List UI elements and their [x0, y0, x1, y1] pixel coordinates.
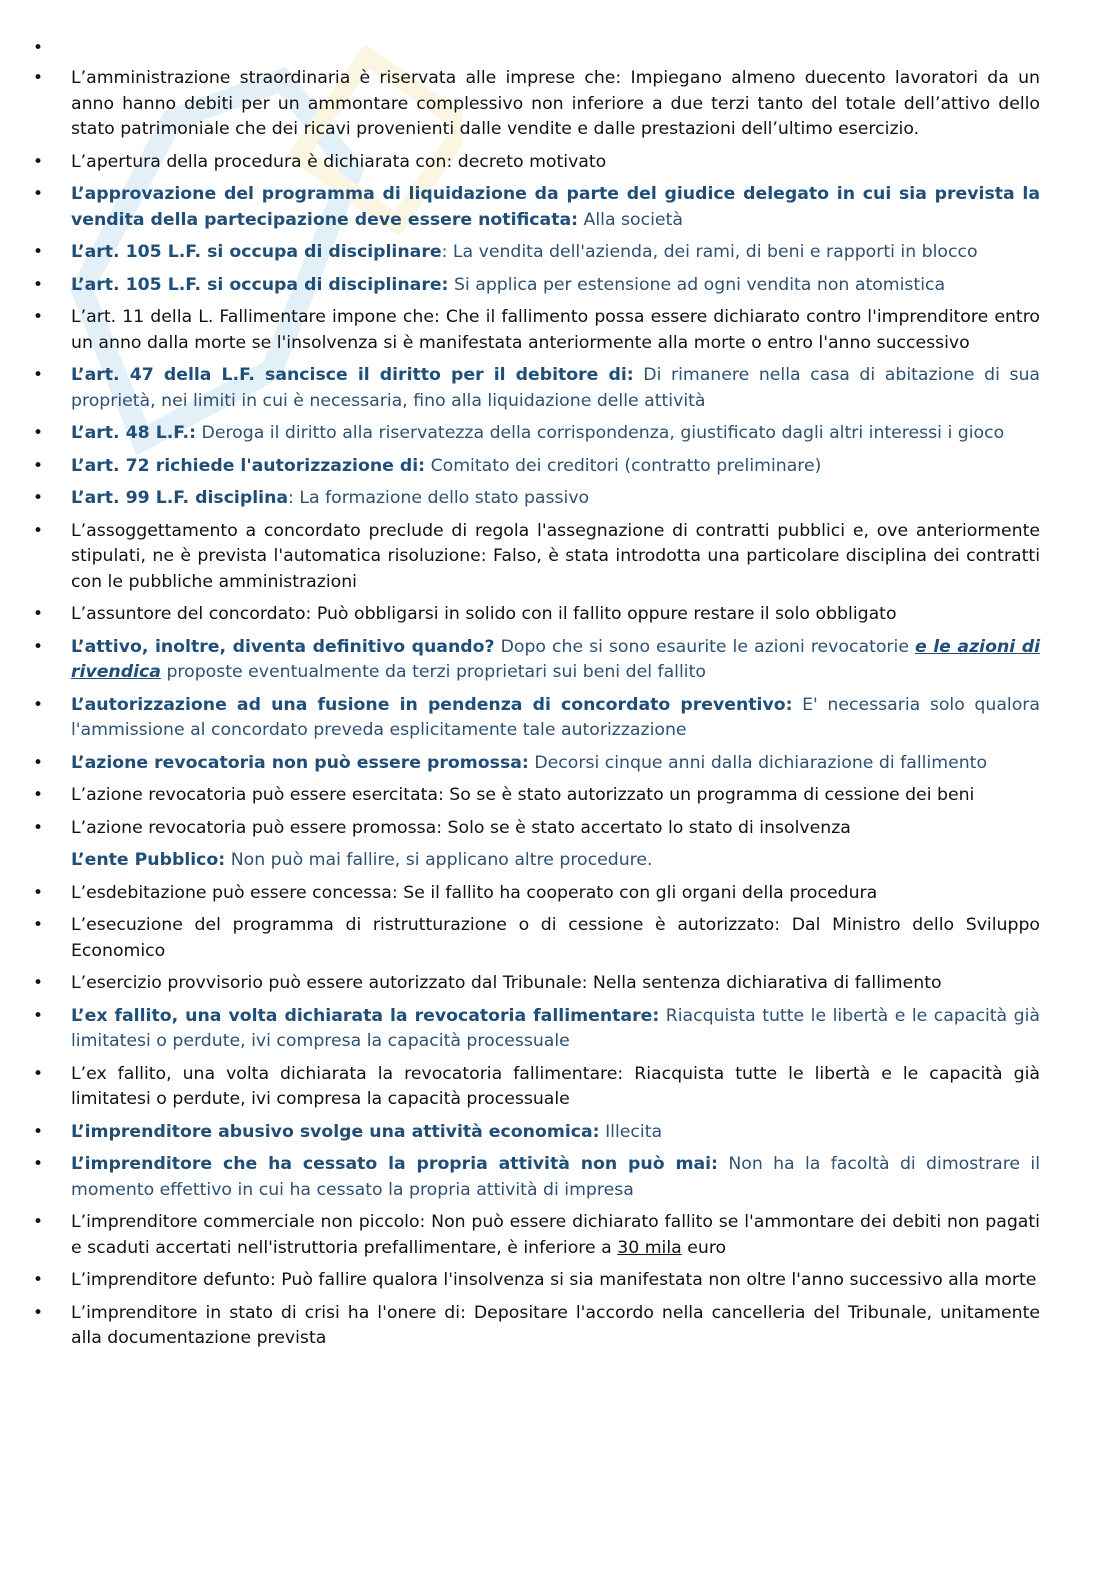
list-item: L’ente Pubblico: Non può mai fallire, si applicano altre procedure. — [71, 850, 653, 870]
list-item: • L’ex fallito, una volta dichiarata la revocatoria fallimentare: Riacquista tutte le libertà e le capacità già limitatesi o perdute, ivi compresa la capacità processuale — [0, 1004, 1116, 1055]
list-item: • L’art. 105 L.F. si occupa di disciplinare: La vendita dell'azienda, dei rami, di beni e rapporti in blocco — [0, 240, 1116, 266]
list-item: • L’azione revocatoria non può essere promossa: Decorsi cinque anni dalla dichiarazione di fallimento — [0, 751, 1116, 777]
list-item: • L’azione revocatoria può essere esercitata: So se è stato autorizzato un programma di cessione dei beni — [0, 783, 1116, 809]
list-item: • L’apertura della procedura è dichiarata con: decreto motivato — [0, 150, 1116, 176]
list-item: • L’art. 72 richiede l'autorizzazione di: Comitato dei creditori (contratto preliminare) — [0, 454, 1116, 480]
document-page — [0, 36, 1116, 1359]
list-item: • L’autorizzazione ad una fusione in pendenza di concordato preventivo: E' necessaria solo qualora l'ammissione al concordato preveda esplicitamente tale autorizzazione — [0, 693, 1116, 744]
list-item: • L’attivo, inoltre, diventa definitivo quando? Dopo che si sono esaurite le azioni revocatorie e le azioni di rivendica proposte eventualmente da terzi proprietari sui beni del fallito — [0, 635, 1116, 686]
list-item: • L’azione revocatoria può essere promossa: Solo se è stato accertato lo stato di insolvenza — [0, 816, 1116, 842]
list-item: • L’art. 99 L.F. disciplina: La formazione dello stato passivo — [0, 486, 1116, 512]
list-item: • L’imprenditore commerciale non piccolo: Non può essere dichiarato fallito se l'ammontare dei debiti non pagati e scaduti accertati nell'istruttoria prefallimentare, è inferiore a 30 mila euro — [0, 1210, 1116, 1261]
list-item: • L’approvazione del programma di liquidazione da parte del giudice delegato in cui sia prevista la vendita della partecipazione deve essere notificata: Alla società — [0, 182, 1116, 233]
list-item: • L’assoggettamento a concordato preclude di regola l'assegnazione di contratti pubblici e, ove anteriormente stipulati, ne è prevista l'automatica risoluzione: Falso, è stata introdotta una particolare disciplina dei contratti con le pubbliche amministrazioni — [0, 519, 1116, 596]
question-answer-list — [0, 36, 1116, 1352]
list-item: • L’amministrazione straordinaria è riservata alle imprese che: Impiegano almeno duecento lavoratori da un anno hanno debiti per un ammontare complessivo non inferiore a due terzi tanto del totale dell’attivo dello stato patrimoniale che dei ricavi provenienti dalle vendite e dalle prestazioni dell’ultimo esercizio. — [0, 66, 1116, 143]
list-item: • L’esecuzione del programma di ristrutturazione o di cessione è autorizzato: Dal Ministro dello Sviluppo Economico — [0, 913, 1116, 964]
list-item: • L’ex fallito, una volta dichiarata la revocatoria fallimentare: Riacquista tutte le libertà e le capacità già limitatesi o perdute, ivi compresa la capacità processuale — [0, 1062, 1116, 1113]
list-item: • L’art. 105 L.F. si occupa di disciplinare: Si applica per estensione ad ogni vendita non atomistica — [0, 273, 1116, 299]
list-item: • L’art. 47 della L.F. sancisce il diritto per il debitore di: Di rimanere nella casa di abitazione di sua proprietà, nei limiti in cui è necessaria, fino alla liquidazione delle attività — [0, 363, 1116, 414]
list-item: • L’esercizio provvisorio può essere autorizzato dal Tribunale: Nella sentenza dichiarativa di fallimento — [0, 971, 1116, 997]
list-item: • L’art. 11 della L. Fallimentare impone che: Che il fallimento possa essere dichiarato contro l'imprenditore entro un anno dalla morte se l'insolvenza si è manifestata anteriormente alla morte o entro l'anno successivo — [0, 305, 1116, 356]
list-item: • L’assuntore del concordato: Può obbligarsi in solido con il fallito oppure restare il solo obbligato — [0, 602, 1116, 628]
list-item: • L’art. 48 L.F.: Deroga il diritto alla riservatezza della corrispondenza, giustificato dagli altri interessi i gioco — [0, 421, 1116, 447]
list-item: • L’imprenditore che ha cessato la propria attività non può mai: Non ha la facoltà di dimostrare il momento effettivo in cui ha cessato la propria attività di impresa — [0, 1152, 1116, 1203]
list-item — [0, 36, 1116, 62]
list-item: • L’imprenditore abusivo svolge una attività economica: Illecita — [0, 1120, 1116, 1146]
list-item: • L’imprenditore in stato di crisi ha l'onere di: Depositare l'accordo nella cancelleria del Tribunale, unitamente alla documentazione prevista — [0, 1301, 1116, 1352]
list-item: • L’esdebitazione può essere concessa: Se il fallito ha cooperato con gli organi della procedura — [0, 881, 1116, 907]
list-item: • L’imprenditore defunto: Può fallire qualora l'insolvenza si sia manifestata non oltre l'anno successivo alla morte — [0, 1268, 1116, 1294]
